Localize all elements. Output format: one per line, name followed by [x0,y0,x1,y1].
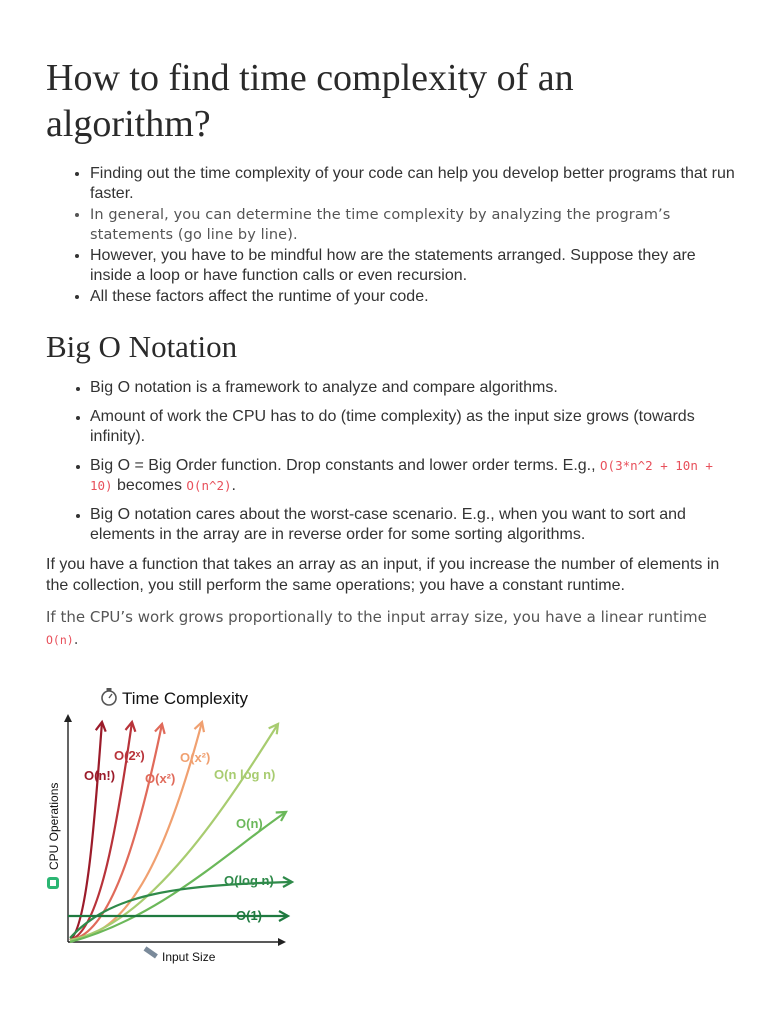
series-label: O(n!) [84,768,116,783]
series-label: O(1) [236,908,262,923]
bigo-bullet-list [46,378,736,545]
paragraph: If you have a function that takes an array as an input, if you increase the number of elements in the collection, you still perform the same operations; you have a constant runtime. [46,556,720,594]
stopwatch-icon [102,688,116,705]
bullet-text: becomes [112,477,187,494]
paragraph-text: If the CPU’s work grows proportionally to the input array size, you have a linear runtime [46,608,707,626]
inline-code: O(3*n^2 + 10n + 10) [90,458,713,493]
series-label: O(2ˣ) [114,748,145,763]
list-item [90,456,736,496]
ruler-icon [144,946,158,958]
list-item: • Finding out the time complexity of your code can help you develop better programs that run faster. [90,164,736,204]
paragraph-text: . [73,630,79,648]
intro-bullet-list [46,164,736,307]
inline-code: O(n) [46,633,74,647]
y-axis-label: CPU Operations [47,782,61,870]
section-title: Big O Notation [46,329,238,364]
list-item: • Big O notation is a framework to analyze and compare algorithms. [90,378,736,398]
cpu-icon [47,877,59,889]
paragraph [46,606,736,651]
chart-title: Time Complexity [122,689,248,708]
list-item: • Amount of work the CPU has to do (time complexity) as the input size grows (towards infinity). [90,407,736,447]
series-line [70,722,102,940]
time-complexity-chart [40,680,300,970]
list-item: • However, you have to be mindful how are the statements arranged. Suppose they are inside a loop or have function calls or even recursion. [90,246,736,286]
list-item: • Big O notation cares about the worst-case scenario. E.g., when you want to sort and elements in the array are in reverse order for some sorting algorithms. [90,505,736,545]
list-item: • All these factors affect the runtime of your code. [90,287,736,307]
series-label: O(n log n) [214,767,276,782]
chart-svg [40,680,300,970]
document-page [46,0,736,651]
inline-code: O(n^2) [186,478,232,493]
bullet-text: . [231,477,236,494]
series-label: O(n) [236,816,263,831]
page-title: How to find time complexity of an algorithm? [46,57,574,145]
series-label: O(x²) [180,750,211,765]
series-label: O(log n) [224,873,274,888]
x-axis-label: Input Size [162,950,216,964]
bullet-text: Big O = Big Order function. Drop constants and lower order terms. E.g., [90,457,601,474]
list-item: • In general, you can determine the time complexity by analyzing the program’s statements (go line by line). [90,205,736,245]
series-label: O(x²) [145,771,176,786]
